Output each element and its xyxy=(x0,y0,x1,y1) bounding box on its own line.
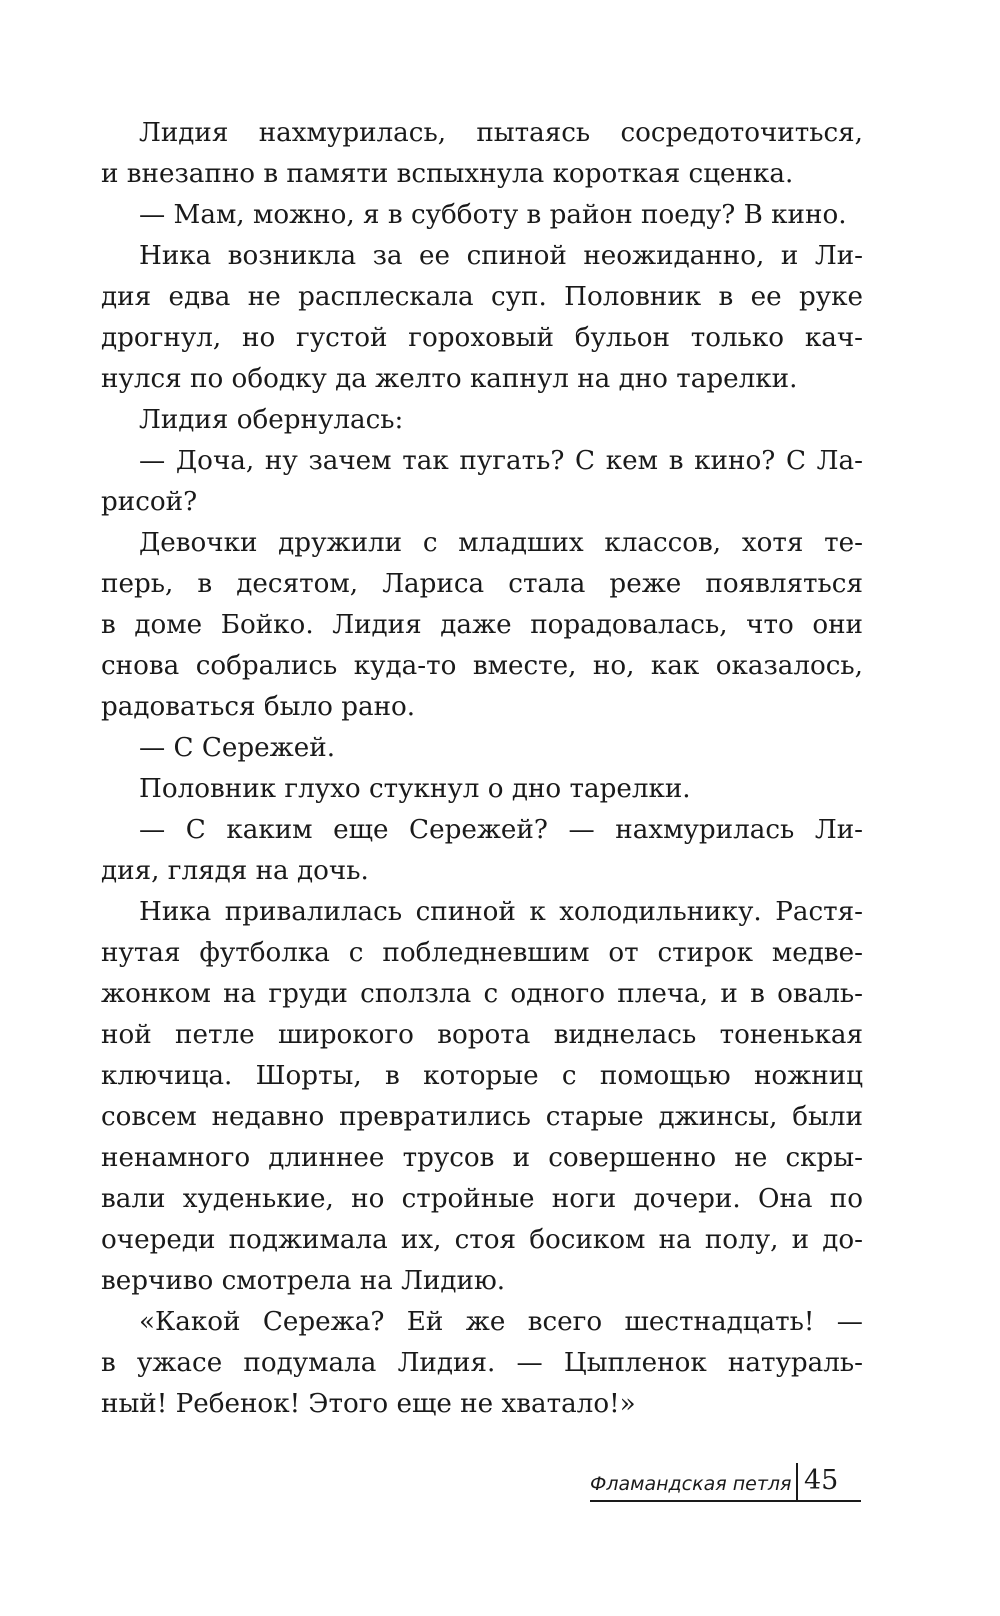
text-line: и внезапно в памяти вспыхнула короткая сценка. xyxy=(101,159,794,189)
text-line: радоваться было рано. xyxy=(101,692,416,722)
text-line: дия едва не расплескала суп. Половник в ее руке xyxy=(101,282,863,312)
text-line: — Мам, можно, я в субботу в район поеду? В кино. xyxy=(139,200,847,230)
text-line: в доме Бойко. Лидия даже порадовалась, что они xyxy=(101,610,863,640)
footer-rule xyxy=(590,1500,861,1502)
text-line: ключица. Шорты, в которые с помощью ножниц xyxy=(101,1061,863,1091)
text-line: вали худенькие, но стройные ноги дочери. Она по xyxy=(101,1184,863,1214)
book-title: Фламандская петля xyxy=(590,1473,792,1495)
text-line: Ника привалилась спиной к холодильнику. Растя- xyxy=(139,897,863,927)
text-line: перь, в десятом, Лариса стала реже появляться xyxy=(101,569,863,599)
text-line: Половник глухо стукнул о дно тарелки. xyxy=(139,774,691,804)
text-line: нутая футболка с побледневшим от стирок медве- xyxy=(101,938,863,968)
text-line: Лидия обернулась: xyxy=(139,405,404,435)
running-footer xyxy=(590,1463,861,1503)
text-line: ной петле широкого ворота виднелась тоненькая xyxy=(101,1020,863,1050)
text-line: верчиво смотрела на Лидию. xyxy=(101,1266,506,1296)
text-line: — С каким еще Сережей? — нахмурилась Ли- xyxy=(139,815,863,845)
text-line: рисой? xyxy=(101,487,198,517)
text-line: «Какой Сережа? Ей же всего шестнадцать! — xyxy=(139,1307,863,1337)
text-line: нулся по ободку да желто капнул на дно тарелки. xyxy=(101,364,798,394)
text-line: Лидия нахмурилась, пытаясь сосредоточиться, xyxy=(139,118,863,148)
text-line: дрогнул, но густой гороховый бульон только кач- xyxy=(101,323,863,353)
text-line: — Доча, ну зачем так пугать? С кем в кино? С Ла- xyxy=(139,446,863,476)
page-number: 45 xyxy=(804,1465,839,1496)
text-line: снова собрались куда-то вместе, но, как оказалось, xyxy=(101,651,863,681)
text-line: жонком на груди сползла с одного плеча, и в оваль- xyxy=(101,979,863,1009)
text-line: Девочки дружили с младших классов, хотя те- xyxy=(139,528,863,558)
body-text xyxy=(101,113,863,1425)
text-line: Ника возникла за ее спиной неожиданно, и Ли- xyxy=(139,241,863,271)
text-line: ный! Ребенок! Этого еще не хватало!» xyxy=(101,1389,636,1419)
text-line: в ужасе подумала Лидия. — Цыпленок натураль- xyxy=(101,1348,863,1378)
text-line: совсем недавно превратились старые джинсы, были xyxy=(101,1102,863,1132)
text-line: — С Сережей. xyxy=(139,733,336,763)
text-line: очереди поджимала их, стоя босиком на полу, и до- xyxy=(101,1225,863,1255)
text-line: ненамного длиннее трусов и совершенно не скры- xyxy=(101,1143,863,1173)
text-line: дия, глядя на дочь. xyxy=(101,856,369,886)
footer-divider xyxy=(796,1463,798,1502)
